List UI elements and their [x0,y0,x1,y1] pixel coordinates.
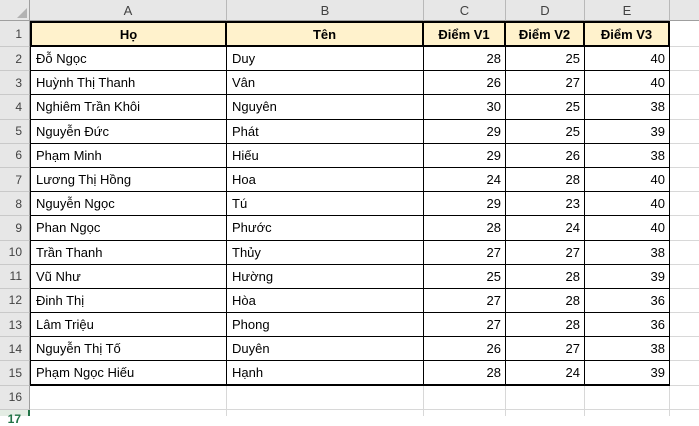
cell-c9[interactable]: 28 [424,216,506,240]
row-number-label: 17 [7,411,21,426]
table-row [0,361,699,385]
cell-a17[interactable] [30,410,227,416]
column-header-A[interactable]: A [30,0,227,21]
row-header-3[interactable] [0,71,30,95]
row-header-5[interactable] [0,120,30,144]
cell-c13[interactable]: 27 [424,313,506,337]
table-row [0,144,699,168]
table-row [0,47,699,71]
cell-d7[interactable]: 28 [506,168,585,192]
header-cell-b[interactable]: Tên [227,21,424,47]
cell-e14[interactable]: 38 [585,337,670,361]
empty-cell[interactable] [670,289,699,313]
cell-b17[interactable] [227,410,424,416]
cell-a10[interactable]: Trần Thanh [30,241,227,265]
cell-e10[interactable]: 38 [585,241,670,265]
row-header-12[interactable] [0,289,30,313]
row-header-4[interactable] [0,95,30,119]
row-header-15[interactable] [0,361,30,385]
cell-d15[interactable]: 24 [506,361,585,385]
row-number-label: 15 [8,366,22,381]
table-row [0,289,699,313]
cell-b3[interactable]: Vân [227,71,424,95]
row-number-label: 4 [15,99,22,114]
table-row [0,313,699,337]
row-header-9[interactable] [0,216,30,240]
header-cell-d[interactable]: Điểm V2 [506,21,585,47]
cell-b5[interactable]: Phát [227,120,424,144]
table-row [0,21,699,47]
row-header-16[interactable] [0,386,30,410]
cell-b9[interactable]: Phước [227,216,424,240]
row-number-label: 13 [8,317,22,332]
cell-c4[interactable]: 30 [424,95,506,119]
cell-b14[interactable]: Duyên [227,337,424,361]
cell-c8[interactable]: 29 [424,192,506,216]
cell-c12[interactable]: 27 [424,289,506,313]
cell-d6[interactable]: 26 [506,144,585,168]
row-number-label: 1 [15,26,22,41]
cell-b7[interactable]: Hoa [227,168,424,192]
cell-e17[interactable] [585,410,670,416]
cell-b15[interactable]: Hạnh [227,361,424,385]
row-header-1[interactable] [0,21,30,47]
cell-d4[interactable]: 25 [506,95,585,119]
cell-b2[interactable]: Duy [227,47,424,71]
empty-cell[interactable] [670,241,699,265]
cell-a3[interactable]: Huỳnh Thị Thanh [30,71,227,95]
cell-d16[interactable] [506,386,585,410]
header-cell-e[interactable]: Điểm V3 [585,21,670,47]
table-row [0,120,699,144]
table-row [0,410,699,426]
cell-c5[interactable]: 29 [424,120,506,144]
row-header-14[interactable] [0,337,30,361]
empty-cell[interactable] [670,192,699,216]
row-number-label: 8 [15,196,22,211]
row-number-label: 10 [8,245,22,260]
cell-a7[interactable]: Lương Thị Hồng [30,168,227,192]
empty-cell[interactable] [670,410,699,416]
cell-e4[interactable]: 38 [585,95,670,119]
row-number-label: 7 [15,172,22,187]
row-header-8[interactable] [0,192,30,216]
cell-c11[interactable]: 25 [424,265,506,289]
cell-e9[interactable]: 40 [585,216,670,240]
empty-cell[interactable] [670,21,699,47]
cell-c16[interactable] [424,386,506,410]
cell-b6[interactable]: Hiếu [227,144,424,168]
row-number-label: 14 [8,341,22,356]
cell-e12[interactable]: 36 [585,289,670,313]
cell-e15[interactable]: 39 [585,361,670,385]
cell-e13[interactable]: 36 [585,313,670,337]
cell-c7[interactable]: 24 [424,168,506,192]
cell-b8[interactable]: Tú [227,192,424,216]
rows-container [0,21,699,426]
cell-c3[interactable]: 26 [424,71,506,95]
cell-a2[interactable]: Đỗ Ngọc [30,47,227,71]
cell-a14[interactable]: Nguyễn Thị Tố [30,337,227,361]
header-cell-a[interactable]: Họ [30,21,227,47]
cell-d5[interactable]: 25 [506,120,585,144]
cell-a13[interactable]: Lâm Triệu [30,313,227,337]
cell-d13[interactable]: 28 [506,313,585,337]
empty-cell[interactable] [670,313,699,337]
cell-c6[interactable]: 29 [424,144,506,168]
cell-b10[interactable]: Thủy [227,241,424,265]
row-number-label: 9 [15,220,22,235]
cell-b13[interactable]: Phong [227,313,424,337]
header-cell-c[interactable]: Điểm V1 [424,21,506,47]
cell-a12[interactable]: Đinh Thị [30,289,227,313]
table-row [0,95,699,119]
cell-d11[interactable]: 28 [506,265,585,289]
row-header-11[interactable] [0,265,30,289]
empty-cell[interactable] [670,361,699,385]
cell-c17[interactable] [424,410,506,416]
table-row [0,71,699,95]
row-number-label: 16 [8,390,22,405]
row-number-label: 12 [8,293,22,308]
cell-e11[interactable]: 39 [585,265,670,289]
cell-d10[interactable]: 27 [506,241,585,265]
cell-c2[interactable]: 28 [424,47,506,71]
row-header-2[interactable] [0,47,30,71]
row-header-6[interactable] [0,144,30,168]
empty-cell[interactable] [670,265,699,289]
column-header-B[interactable]: B [227,0,424,21]
cell-e16[interactable] [585,386,670,410]
empty-cell[interactable] [670,95,699,119]
cell-a15[interactable]: Phạm Ngọc Hiếu [30,361,227,385]
cell-e3[interactable]: 40 [585,71,670,95]
cell-e7[interactable]: 40 [585,168,670,192]
cell-a8[interactable]: Nguyễn Ngọc [30,192,227,216]
row-number-label: 3 [15,75,22,90]
table-row [0,386,699,410]
select-all-triangle-icon [17,8,27,18]
column-header-C[interactable]: C [424,0,506,21]
cell-d9[interactable]: 24 [506,216,585,240]
cell-a6[interactable]: Phạm Minh [30,144,227,168]
row-number-label: 11 [9,269,22,284]
column-header-D[interactable]: D [506,0,585,21]
cell-d17[interactable] [506,410,585,416]
cell-d8[interactable]: 23 [506,192,585,216]
cell-b4[interactable]: Nguyên [227,95,424,119]
empty-cell[interactable] [670,120,699,144]
cell-d2[interactable]: 25 [506,47,585,71]
row-number-label: 2 [15,51,22,66]
table-row [0,192,699,216]
cell-d14[interactable]: 27 [506,337,585,361]
empty-cell[interactable] [670,337,699,361]
table-row [0,337,699,361]
cell-e5[interactable]: 39 [585,120,670,144]
column-header-bar [0,0,699,21]
column-header-partial[interactable] [670,0,699,21]
row-header-17[interactable] [0,410,30,426]
empty-cell[interactable] [670,47,699,71]
empty-cell[interactable] [670,386,699,410]
empty-cell[interactable] [670,168,699,192]
cell-b11[interactable]: Hường [227,265,424,289]
select-all-corner[interactable] [0,0,30,21]
empty-cell[interactable] [670,144,699,168]
row-header-7[interactable] [0,168,30,192]
cell-d12[interactable]: 28 [506,289,585,313]
cell-e2[interactable]: 40 [585,47,670,71]
empty-cell[interactable] [670,216,699,240]
cell-a16[interactable] [30,386,227,410]
row-number-label: 6 [15,148,22,163]
table-row [0,216,699,240]
cell-c14[interactable]: 26 [424,337,506,361]
cell-a5[interactable]: Nguyễn Đức [30,120,227,144]
cell-b16[interactable] [227,386,424,410]
row-header-13[interactable] [0,313,30,337]
cell-a4[interactable]: Nghiêm Trần Khôi [30,95,227,119]
cell-a9[interactable]: Phan Ngọc [30,216,227,240]
cell-c15[interactable]: 28 [424,361,506,385]
table-row [0,168,699,192]
cell-c10[interactable]: 27 [424,241,506,265]
table-row [0,265,699,289]
row-number-label: 5 [15,124,22,139]
row-header-10[interactable] [0,241,30,265]
column-header-E[interactable]: E [585,0,670,21]
cell-e6[interactable]: 38 [585,144,670,168]
table-row [0,241,699,265]
cell-a11[interactable]: Vũ Như [30,265,227,289]
cell-d3[interactable]: 27 [506,71,585,95]
empty-cell[interactable] [670,71,699,95]
cell-e8[interactable]: 40 [585,192,670,216]
cell-b12[interactable]: Hòa [227,289,424,313]
